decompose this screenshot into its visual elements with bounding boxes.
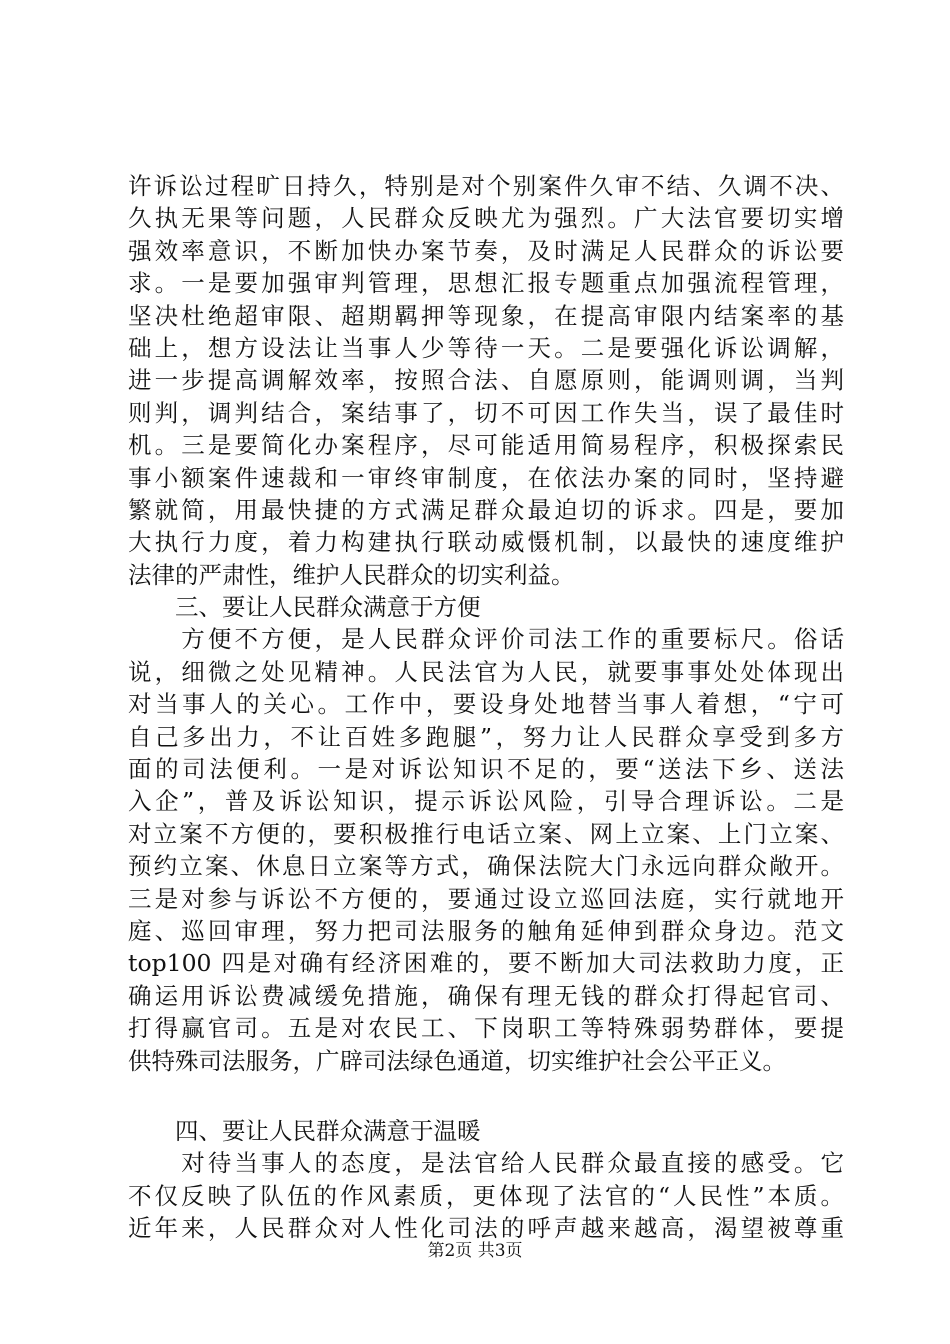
text-line: 许诉讼过程旷日持久，特别是对个别案件久审不结、久调不决、: [128, 172, 844, 200]
text-line: 坚决杜绝超审限、超期羁押等现象，在提高审限内结案率的基: [128, 301, 844, 330]
text-line: 四、要让人民群众满意于温暖: [128, 1116, 481, 1145]
text-line: 方便不方便，是人民群众评价司法工作的重要标尺。俗话: [128, 625, 844, 654]
text-line: 对立案不方便的，要积极推行电话立案、网上立案、上门立案、: [128, 819, 844, 848]
text-line: 面的司法便利。一是对诉讼知识不足的，要“送法下乡、送法: [128, 755, 844, 784]
text-line: 强效率意识，不断加快办案节奏，及时满足人民群众的诉讼要: [128, 236, 844, 265]
text-line: 进一步提高调解效率，按照合法、自愿原则，能调则调，当判: [128, 366, 844, 395]
text-line: 确运用诉讼费减缓免措施，确保有理无钱的群众打得起官司、: [128, 981, 844, 1010]
text-line: top100 四是对确有经济困难的，要不断加大司法救助力度，正: [128, 949, 844, 978]
text-line: 础上，想方设法让当事人少等待一天。二是要强化诉讼调解，: [128, 333, 844, 362]
paragraph-gap: [128, 1077, 844, 1115]
text-line: 求。一是要加强审判管理，思想汇报专题重点加强流程管理，: [128, 269, 844, 298]
text-line: 三是对参与诉讼不方便的，要通过设立巡回法庭，实行就地开: [128, 884, 844, 913]
text-line: 则判，调判结合，案结事了，切不可因工作失当，误了最佳时: [128, 398, 844, 427]
text-line: 久执无果等问题，人民群众反映尤为强烈。广大法官要切实增: [128, 204, 844, 233]
text-line: 事小额案件速裁和一审终审制度，在依法办案的同时，坚持避: [128, 463, 844, 492]
text-line: 机。三是要简化办案程序，尽可能适用简易程序，积极探索民: [128, 431, 844, 460]
text-line: 庭、巡回审理，努力把司法服务的触角延伸到群众身边。范文: [128, 916, 844, 945]
text-line: 供特殊司法服务，广辟司法绿色通道，切实维护社会公平正义。: [128, 1046, 786, 1075]
text-line: 法律的严肃性，维护人民群众的切实利益。: [128, 560, 575, 589]
text-line: 预约立案、休息日立案等方式，确保法院大门永远向群众敞开。: [128, 852, 844, 881]
text-line: 入企”，普及诉讼知识，提示诉讼风险，引导合理诉讼。二是: [128, 787, 844, 816]
text-line: 对待当事人的态度，是法官给人民群众最直接的感受。它: [128, 1149, 844, 1178]
text-line: 说，细微之处见精神。人民法官为人民，就要事事处处体现出: [128, 657, 844, 686]
page-footer: 第2页 共3页: [427, 1241, 523, 1261]
text-line: 大执行力度，着力构建执行联动威慑机制，以最快的速度维护: [128, 528, 844, 557]
text-line: 繁就简，用最快捷的方式满足群众最迫切的诉求。四是，要加: [128, 495, 844, 524]
text-line: 对当事人的关心。工作中，要设身处地替当事人着想，“宁可: [128, 690, 844, 719]
text-line: 打得赢官司。五是对农民工、下岗职工等特殊弱势群体，要提: [128, 1014, 844, 1043]
text-line: 自己多出力，不让百姓多跑腿”，努力让人民群众享受到多方: [128, 722, 844, 751]
document-body: [128, 170, 844, 1245]
text-line: 不仅反映了队伍的作风素质，更体现了法官的“人民性”本质。: [128, 1181, 844, 1210]
text-line: 三、要让人民群众满意于方便: [128, 593, 481, 622]
text-line: 近年来，人民群众对人性化司法的呼声越来越高，渴望被尊重: [128, 1214, 844, 1243]
